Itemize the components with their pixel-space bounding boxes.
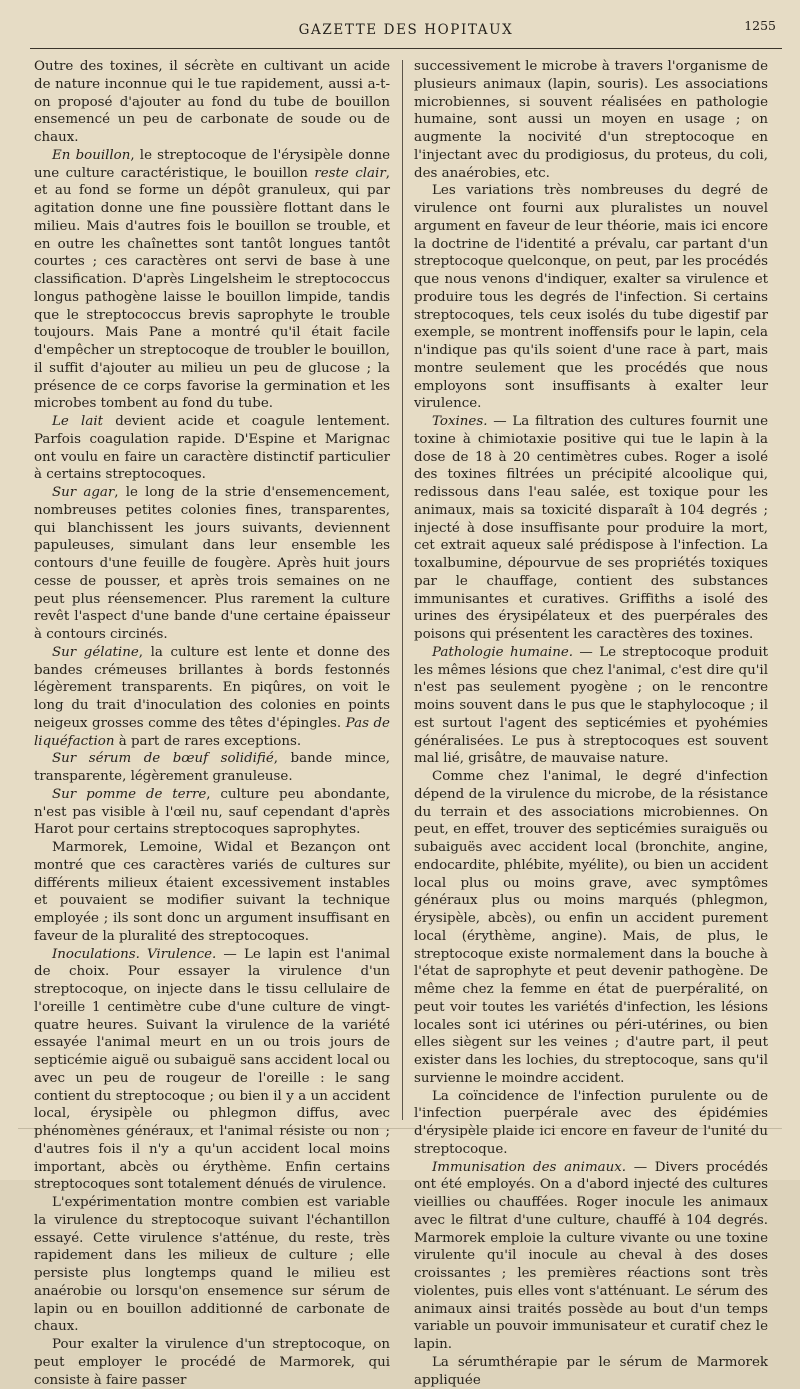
paragraph — [34, 786, 390, 839]
text-run: , bande mince, transparente, légèrement granuleuse. — [34, 751, 391, 784]
italic-run: reste clair — [314, 165, 386, 181]
paragraph — [34, 750, 390, 786]
paragraph — [34, 484, 390, 644]
text-run: Outre des toxines, il sécrète en cultivant un acide de nature inconnue qui le tue rapidement, aussi a-t-on proposé d'ajouter au fond du tube de bouillon ensemencé un peu de carbonate de soude ou de chaux. — [34, 59, 390, 145]
text-run: à part de rares exceptions. — [114, 733, 302, 749]
text-run: Comme chez l'animal, le degré d'infection dépend de la virulence du microbe, de la résistance du terrain et des associations microbiennes. On peut, en effet, trouver des septicémies suraiguës ou subaiguës avec accident local (bronchite, angine, endocardite, phlébite, myélite), ou bien un accident local plus ou moins grave, avec symptômes généraux plus ou moins marqués (phlegmon, érysipèle, abcès), ou enfin un accident purement local (érythème, angine). Mais, de plus, le streptocoque existe normalement dans la bouche à l'état de saprophyte et peut devenir pathogène. De même chez la femme en état de puerpéralité, on peut voir toutes les variétés d'infection, les lésions locales sont ici utérines ou péri-utérines, ou bien elles siègent sur les veines ; d'autre part, il peut exister dans les lochies, du streptocoque, sans qu'il survienne le moindre accident. — [414, 769, 768, 1086]
italic-run: Sur gélatine — [52, 644, 139, 660]
italic-run: En bouillon — [52, 147, 131, 163]
text-run: , et au fond se forme un dépôt granuleux, qui par agitation donne une fine poussière flottant dans le milieu. Mais d'autres fois le bouillon se trouble, et en outre les chaînettes sont tantôt longues tantôt courtes ; ces caractères ont servi de base à une classification. D'après Lingelsheim le streptococcus longus pathogène laisse le bouillon limpide, tandis que le streptococcus brevis saprophyte le trouble toujours. Mais Pane a montré qu'il était facile d'empêcher un streptocoque de troubler le bouillon, il suffit d'ajouter au milieu un peu de glucose ; la présence de ce corps favorise la germination et les microbes tombent au fond du tube. — [34, 165, 390, 412]
page-bottom-edge — [18, 1128, 782, 1129]
text-run: devient acide et coagule lentement. Parfois coagulation rapide. D'Espine et Marignac ont voulu en faire un caractère distinctif particulier à certains streptocoques. — [34, 414, 391, 483]
text-run: successivement le microbe à travers l'organisme de plusieurs animaux (lapin, souris). Les associations microbiennes, si souvent réalisées en pathologie humaine, sont aussi un moyen en usage ; on augmente la nocivité d'un streptocoque en l'injectant avec du prodigiosus, du proteus, du coli, des anaérobies, etc. — [414, 59, 768, 181]
text-run: — Divers procédés ont été employés. On a d'abord injecté des cultures vieillies ou chauffées. Roger inocule les animaux avec le filtrat d'une culture, chauffé à 104 degrés. Marmorek emploie la culture vivante ou une toxine virulente qu'il inocule au cheval à des doses croissantes ; les premières réactions sont très violentes, puis elles vont s'atténuant. Le sérum des animaux ainsi traités possède au bout d'un temps variable un pouvoir immunisateur et curatif chez le lapin. — [414, 1159, 768, 1352]
paragraph — [414, 58, 768, 182]
paragraph — [414, 768, 768, 1088]
italic-run: Toxines. — [432, 414, 488, 429]
text-run: , le streptocoque de l'érysipèle donne une culture caractéristique, le bouillon — [34, 147, 390, 181]
left-column — [34, 58, 390, 1389]
italic-run: Sur pomme de terre — [52, 786, 207, 802]
journal-title: GAZETTE DES HOPITAUX — [298, 22, 514, 38]
paragraph — [414, 1088, 768, 1159]
paragraph — [414, 1159, 768, 1354]
italic-run: Pathologie humaine. — [432, 644, 574, 660]
text-run: L'expérimentation montre combien est variable la virulence du streptocoque suivant l'échantillon essayé. Cette virulence s'atténue, du reste, très rapidement dans les milieux de culture ; elle persiste plus longtemps quand le milieu est anaérobie ou lorsqu'on ensemence sur sérum de lapin ou en bouillon additionné de carbonate de chaux. — [34, 1195, 390, 1335]
header-rule — [30, 48, 782, 49]
italic-run: Pas de liquéfaction — [34, 715, 390, 749]
paragraph — [34, 1194, 390, 1336]
paragraph — [414, 644, 768, 768]
paragraph — [34, 946, 390, 1195]
paragraph — [34, 1336, 390, 1389]
italic-run: Immunisation des animaux. — [432, 1159, 627, 1175]
paragraph — [34, 58, 390, 147]
text-run: — Le lapin est l'animal de choix. Pour essayer la virulence d'un streptocoque, on injecte dans le tissu cellulaire de l'oreille 1 centimètre cube d'une culture de vingt-quatre heures. Suivant la virulence de la variété essayée l'animal meurt en un ou trois jours de septicémie aiguë ou subaiguë sans accident local ou avec un peu de rougeur de l'oreille : le sang contient du streptocoque ; ou bien il y a un accident local, érysipèle ou phlegmon diffus, avec phénomènes généraux, et l'animal résiste ou non ; d'autres fois il n'y a qu'un accident local moins important, abcès ou érythème. Enfin certains streptocoques sont totalement dénués de virulence. — [34, 946, 391, 1193]
paragraph — [34, 839, 390, 946]
paragraph — [414, 182, 768, 413]
text-run: Les variations très nombreuses du degré de virulence ont fourni aux pluralistes un nouvel argument en faveur de leur théorie, mais ici encore la doctrine de l'identité a prévalu, car partant d'un streptocoque quelconque, on peut, par les procédés que nous venons d'indiquer, exalter sa virulence et produire tous les degrés de l'infection. Si certains streptocoques, tels ceux isolés du tube digestif par exemple, se montrent inoffensifs pour le lapin, cela n'indique pas qu'ils soient d'une race à part, mais montre seulement que les procédés que nous employons sont insuffisants à exalter leur virulence. — [414, 183, 768, 412]
text-run: , la culture est lente et donne des bandes crémeuses brillantes à bords festonnés légèrement transparents. En piqûres, on voit le long du trait d'inoculation des colonies en points neigeux grosses comme des têtes d'épingles. — [34, 644, 390, 731]
paragraph — [414, 1354, 768, 1389]
italic-run: Sur agar — [52, 485, 115, 500]
paragraph — [414, 413, 768, 644]
italic-run: Le lait — [52, 414, 103, 429]
text-run: , le long de la strie d'ensemencement, nombreuses petites colonies fines, transparentes, qui blanchissent les jours suivants, deviennent papuleuses, simulant dans leur ensemble les contours d'une feuille de fougère. Après huit jours cesse de pousser, et après trois semaines on ne peut plus réensemencer. Plus rarement la culture revêt l'aspect d'une bande d'une certaine épaisseur à contours circinés. — [34, 485, 390, 642]
page-header — [30, 18, 782, 42]
paragraph — [34, 147, 390, 413]
text-run: Pour exalter la virulence d'un streptocoque, on peut employer le procédé de Marmorek, qui consiste à faire passer — [34, 1337, 390, 1388]
paragraph — [34, 644, 390, 751]
text-run: La sérumthérapie par le sérum de Marmorek appliquée — [414, 1354, 768, 1388]
text-run: , culture peu abondante, n'est pas visible à l'œil nu, sauf cependant d'après Harot pour certains streptocoques saprophytes. — [34, 786, 390, 838]
right-column — [414, 58, 768, 1389]
text-run: La coïncidence de l'infection purulente ou de l'infection puerpérale avec des épidémies d'érysipèle plaide ici encore en faveur de l'unité du streptocoque. — [414, 1088, 768, 1157]
text-run: — La filtration des cultures fournit une toxine à chimiotaxie positive qui tue le lapin à la dose de 18 à 20 centimètres cubes. Roger a isolé des toxines filtrées un précipité alcoolique qui, redissous dans l'eau salée, est toxique pour les animaux, mais sa toxicité disparaît à 104 degrés ; injecté à dose insuffisante pour produire la mort, cet extrait aqueux salé prédispose à l'infection. La toxalbumine, dépourvue de ses propriétés toxiques par le chauffage, contient des substances immunisantes et curatives. Griffiths a isolé des urines des érysipélateux et des puerpérales des poisons qui présentent les caractères des toxines. — [414, 414, 768, 642]
italic-run: Sur sérum de bœuf solidifié — [52, 751, 274, 767]
paragraph — [34, 413, 390, 484]
column-divider — [402, 60, 403, 1120]
page-number: 1255 — [744, 18, 776, 33]
italic-run: Inoculations. Virulence. — [52, 946, 217, 962]
text-run: — Le streptocoque produit les mêmes lésions que chez l'animal, c'est dire qu'il n'est pas seulement pyogène ; on le rencontre moins souvent dans le pus que le staphylocoque ; il est surtout l'agent des septicémies et pyohémies généralisées. Le pus à streptocoques est souvent mal lié, grisâtre, de mauvaise nature. — [414, 644, 769, 767]
text-run: Marmorek, Lemoine, Widal et Bezançon ont montré que ces caractères variés de cultures sur différents milieux étaient excessivement instables et pouvaient se modifier suivant la technique employée ; ils sont donc un argument insuffisant en faveur de la pluralité des streptocoques. — [34, 840, 390, 944]
